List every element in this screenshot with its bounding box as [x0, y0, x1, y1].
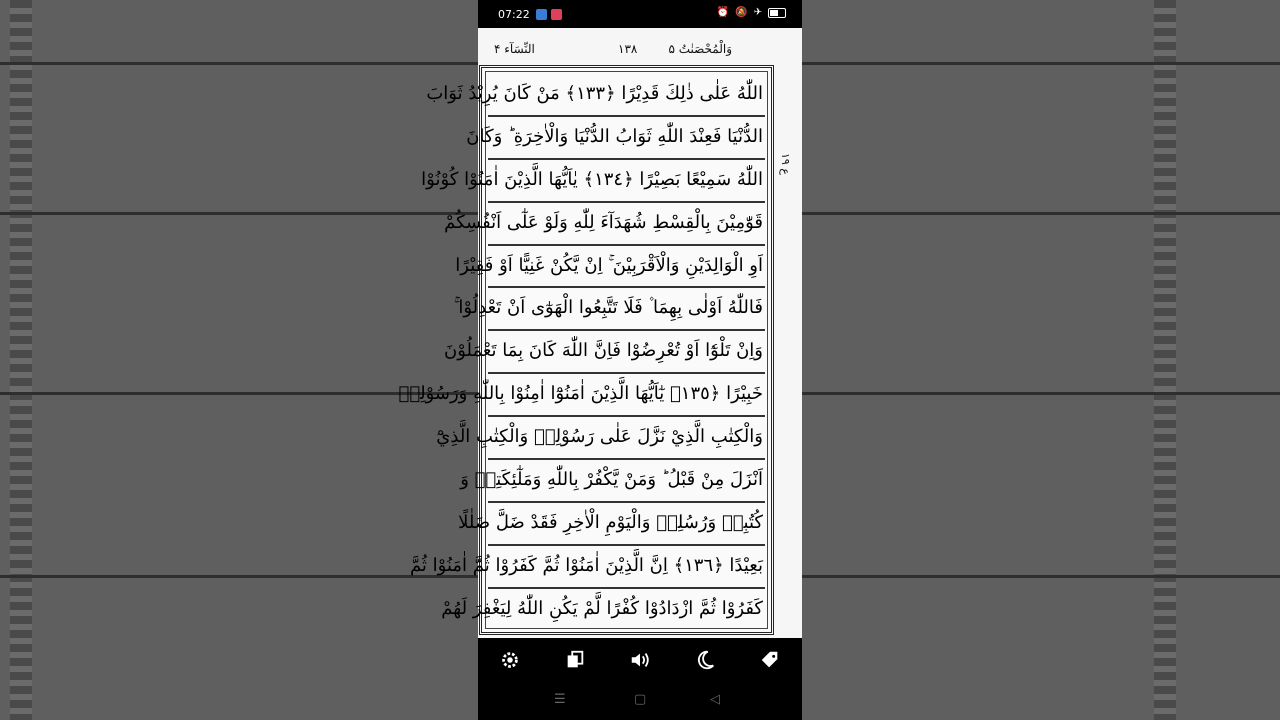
surah-name: النِّسَآء ۴ — [494, 42, 535, 56]
status-bar — [478, 0, 802, 28]
verse-line: وَالْكِتٰبِ الَّذِيْ نَزَّلَ عَلٰى رَسُوْلِهٖ وَالْكِتٰبِ الَّذِيْٓ — [488, 417, 765, 460]
verse-line: اَنْزَلَ مِنْ قَبْلُ ؕ وَمَنْ يَّكْفُرْ بِاللّٰهِ وَمَلٰٓئِكَتِهٖ وَ — [488, 460, 765, 503]
signal-icon: ✈ — [753, 7, 762, 18]
verse-line: فَاللّٰهُ اَوْلٰى بِهِمَا ۫ فَلَا تَتَّبِعُوا الْهَوٰٓى اَنْ تَعْدِلُوْا ۚ — [488, 288, 765, 331]
verse-line: كُتُبِهٖ وَرُسُلِهٖ وَالْيَوْمِ الْاٰخِرِ فَقَدْ ضَلَّ ضَلٰلًا — [488, 503, 765, 546]
verse-line: اللّٰهُ عَلٰى ذٰلِكَ قَدِيْرًا ﴿١٣٣﴾ مَنْ كَانَ يُرِيْدُ ثَوَابَ — [488, 74, 765, 117]
page-number: ۱۳۸ — [618, 42, 638, 56]
reader-toolbar — [478, 638, 802, 682]
battery-icon — [768, 8, 786, 18]
moon-icon[interactable] — [685, 640, 725, 680]
notification-app-icon — [551, 9, 562, 20]
verse-line: اَوِ الْوَالِدَيْنِ وَالْاَقْرَبِيْنَ ۚ اِنْ يَّكُنْ غَنِيًّا اَوْ فَقِيْرًا — [488, 246, 765, 289]
background-rule — [0, 212, 478, 215]
background-rule — [0, 575, 478, 578]
mute-icon: 🔕 — [735, 7, 748, 18]
status-time: 07:22 — [498, 8, 530, 21]
verse-line: قَوّٰمِيْنَ بِالْقِسْطِ شُهَدَآءَ لِلّٰهِ وَلَوْ عَلٰٓى اَنْفُسِكُمْ — [488, 203, 765, 246]
verse-line: كَفَرُوْا ثُمَّ ازْدَادُوْا كُفْرًا لَّمْ يَكُنِ اللّٰهُ لِيَغْفِرَ لَهُمْ — [441, 597, 763, 619]
speaker-icon[interactable] — [620, 640, 660, 680]
verse-line: اللّٰهُ سَمِيْعًا بَصِيْرًا ﴿١٣٤﴾ يٰاَيُّهَا الَّذِيْنَ اٰمَنُوْا كُوْنُوْا — [488, 160, 765, 203]
background-rule — [802, 575, 1280, 578]
mushaf-page[interactable] — [398, 28, 802, 638]
notification-app-icon — [536, 9, 547, 20]
copy-icon[interactable] — [555, 640, 595, 680]
phone-screen — [398, 0, 802, 720]
verse-line: خَبِيْرًا ﴿١٣٥﴾ يٰٓاَيُّهَا الَّذِيْنَ اٰمَنُوْٓا اٰمِنُوْا بِاللّٰهِ وَرَسُوْلِهٖ — [488, 374, 765, 417]
verse-line: الدُّنْيَا فَعِنْدَ اللّٰهِ ثَوَابُ الدُّنْيَا وَالْاٰخِرَةِ ؕ وَكَانَ — [488, 117, 765, 160]
background-left-zoom — [0, 0, 478, 720]
quran-text-frame — [398, 65, 774, 635]
background-rule — [802, 212, 1280, 215]
background-ornament-border — [1154, 0, 1176, 720]
background-rule — [0, 62, 478, 65]
verse-line: بَعِيْدًا ﴿١٣٦﴾ اِنَّ الَّذِيْنَ اٰمَنُوْا ثُمَّ كَفَرُوْا ثُمَّ اٰمَنُوْا ثُمَّ — [488, 546, 765, 589]
tag-icon[interactable] — [750, 640, 790, 680]
ruku-marker: ع ١٩ — [779, 153, 792, 175]
gear-icon[interactable] — [490, 640, 530, 680]
back-button[interactable]: ◁ — [710, 692, 720, 707]
menu-button[interactable]: ☰ — [554, 692, 566, 707]
background-rule — [802, 62, 1280, 65]
verse-lines — [398, 74, 765, 626]
status-icons — [717, 7, 786, 18]
background-right-zoom — [802, 0, 1280, 720]
juz-name: وَالْمُحْصَنٰتُ ۵ — [668, 42, 732, 56]
alarm-icon: ⏰ — [716, 7, 730, 18]
background-ornament-border — [10, 0, 32, 720]
page-header — [478, 42, 802, 60]
home-button[interactable]: ▢ — [634, 692, 647, 707]
background-rule — [802, 392, 1280, 395]
system-navbar — [478, 682, 802, 720]
verse-line: وَاِنْ تَلْوٗٓا اَوْ تُعْرِضُوْا فَاِنَّ اللّٰهَ كَانَ بِمَا تَعْمَلُوْنَ — [488, 331, 765, 374]
